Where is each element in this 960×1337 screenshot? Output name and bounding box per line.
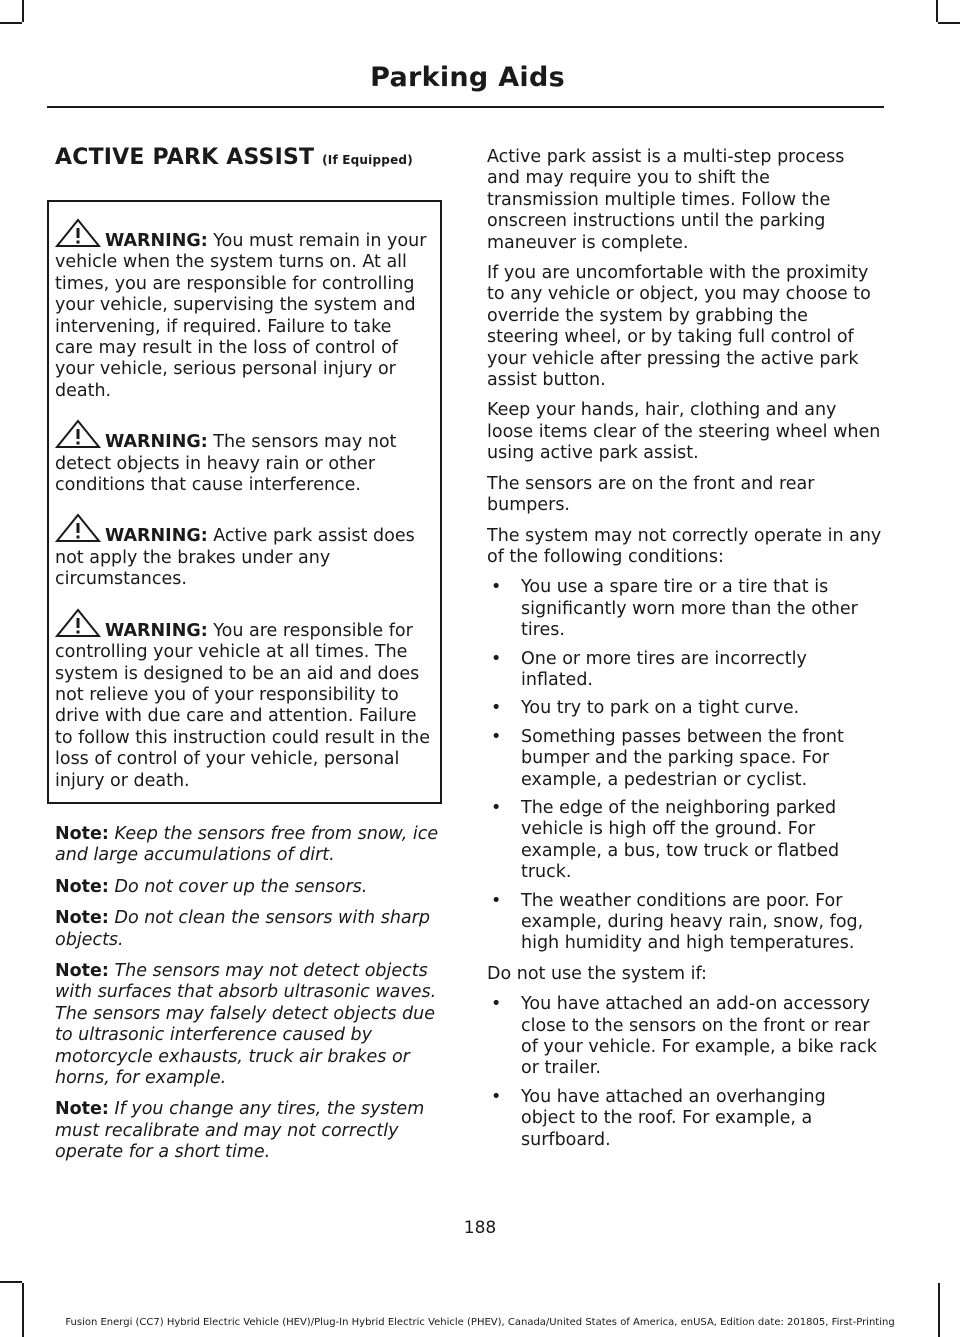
list-item-text: The edge of the neighboring parked vehicle is high off the ground. For example, a bus, tow truck or flatbed truck. bbox=[521, 797, 840, 883]
paragraph: The sensors are on the front and rear bumpers. bbox=[487, 473, 815, 516]
warning-triangle-icon bbox=[55, 608, 101, 638]
list-item bbox=[487, 577, 882, 641]
warning-triangle-icon bbox=[55, 218, 101, 248]
warning-label: WARNING: bbox=[105, 231, 208, 251]
warning-triangle-icon bbox=[55, 513, 101, 543]
note-text: The sensors may not detect objects with surfaces that absorb ultrasonic waves. The sensors may falsely detect objects due to ultrasonic interference caused by motorcycle exhausts, truck air brakes or horns, for example. bbox=[55, 960, 437, 1088]
section-title bbox=[55, 145, 448, 170]
list-item bbox=[487, 891, 882, 955]
warning-item bbox=[55, 608, 434, 792]
warning-text: Active park assist does not apply the brakes under any circumstances. bbox=[55, 526, 415, 590]
conditions-list bbox=[487, 577, 882, 955]
warning-text: You must remain in your vehicle when the system turns on. At all times, you are responsible for controlling your vehicle, supervising the system and intervening, if required. Failure to take care may result in the loss of control of your vehicle, serious personal injury or death. bbox=[55, 231, 427, 401]
bullet: • bbox=[491, 797, 502, 818]
list-item bbox=[487, 698, 882, 719]
spacer bbox=[55, 804, 448, 824]
note-item bbox=[55, 877, 448, 898]
note-text: If you change any tires, the system must recalibrate and may not correctly operate for a short time. bbox=[55, 1099, 425, 1163]
bullet: • bbox=[491, 726, 502, 747]
bullet: • bbox=[491, 890, 502, 911]
bullet: • bbox=[491, 648, 502, 669]
note-label: Note: bbox=[55, 1099, 109, 1120]
section-qualifier: (If Equipped) bbox=[322, 153, 413, 167]
paragraph: Active park assist is a multi-step process and may require you to shift the transmission multiple times. Follow the onscreen instructions until the parking maneuver is complete. bbox=[487, 147, 845, 253]
warning-label: WARNING: bbox=[105, 432, 208, 453]
note-item bbox=[55, 1099, 448, 1163]
bullet: • bbox=[491, 577, 502, 598]
bullet: • bbox=[491, 1086, 502, 1107]
crop-mark bbox=[938, 22, 960, 24]
list-item bbox=[487, 727, 882, 791]
right-column bbox=[487, 147, 882, 1160]
note-label: Note: bbox=[55, 823, 109, 844]
warning-item bbox=[55, 513, 434, 590]
paragraph: Keep your hands, hair, clothing and any loose items clear of the steering wheel when using active park assist. bbox=[487, 400, 881, 464]
crop-mark bbox=[0, 1281, 22, 1283]
page-number: 188 bbox=[463, 1218, 497, 1238]
list-item bbox=[487, 798, 882, 884]
header-rule bbox=[47, 106, 884, 108]
crop-mark bbox=[936, 0, 938, 22]
page-footer: Fusion Energi (CC7) Hybrid Electric Vehicle (HEV)/Plug-In Hybrid Electric Vehicle (PHEV), Canada/United States of America, enUSA, Edition date: 201805, First-Printing bbox=[65, 1317, 895, 1328]
list-item bbox=[487, 994, 882, 1080]
warning-triangle-icon bbox=[55, 419, 101, 449]
warning-item bbox=[55, 218, 434, 402]
list-item-text: You use a spare tire or a tire that is significantly worn more than the other tires. bbox=[521, 577, 858, 641]
warning-box bbox=[47, 200, 442, 804]
crop-mark bbox=[938, 1283, 940, 1337]
note-text: Do not cover up the sensors. bbox=[108, 876, 368, 897]
crop-mark bbox=[22, 0, 24, 22]
warning-label: WARNING: bbox=[105, 526, 208, 547]
note-item bbox=[55, 961, 448, 1089]
note-item bbox=[55, 824, 448, 867]
bullet: • bbox=[491, 698, 502, 719]
paragraph: The system may not correctly operate in any of the following conditions: bbox=[487, 525, 882, 567]
crop-mark bbox=[22, 1283, 24, 1337]
list-item-text: You try to park on a tight curve. bbox=[521, 698, 800, 719]
donot-list bbox=[487, 994, 882, 1151]
bullet: • bbox=[491, 994, 502, 1015]
note-text: Do not clean the sensors with sharp objects. bbox=[55, 908, 430, 950]
paragraph: Do not use the system if: bbox=[487, 963, 707, 984]
warning-text: The sensors may not detect objects in heavy rain or other conditions that cause interference. bbox=[55, 432, 397, 496]
crop-mark bbox=[0, 22, 22, 24]
note-label: Note: bbox=[55, 960, 109, 981]
section-title-text: ACTIVE PARK ASSIST bbox=[55, 145, 315, 170]
note-item bbox=[55, 908, 448, 951]
list-item-text: Something passes between the front bumper and the parking space. For example, a pedestrian or cyclist. bbox=[521, 726, 844, 790]
list-item-text: You have attached an overhanging object to the roof. For example, a surfboard. bbox=[521, 1086, 826, 1150]
list-item bbox=[487, 649, 882, 692]
note-label: Note: bbox=[55, 876, 109, 897]
page-header-title: Parking Aids bbox=[370, 62, 565, 93]
list-item-text: The weather conditions are poor. For example, during heavy rain, snow, fog, high humidity and high temperatures. bbox=[521, 890, 864, 954]
list-item-text: You have attached an add-on accessory close to the sensors on the front or rear of your vehicle. For example, a bike rack or trailer. bbox=[521, 994, 877, 1079]
left-column bbox=[55, 145, 448, 1174]
warning-text: You are responsible for controlling your vehicle at all times. The system is designed to be an aid and does not relieve you of your responsibility to drive with due care and attention. Failure to follow this instruction could result in the loss of control of your vehicle, personal injury or death. bbox=[55, 620, 430, 791]
warning-item bbox=[55, 419, 434, 496]
list-item bbox=[487, 1087, 882, 1151]
list-item-text: One or more tires are incorrectly inflated. bbox=[521, 648, 807, 690]
note-text: Keep the sensors free from snow, ice and large accumulations of dirt. bbox=[55, 823, 439, 866]
paragraph: If you are uncomfortable with the proximity to any vehicle or object, you may choose to override the system by grabbing the steering wheel, or by taking full control of your vehicle after pressing the active park assist button. bbox=[487, 263, 871, 391]
warning-label: WARNING: bbox=[105, 620, 208, 641]
note-label: Note: bbox=[55, 908, 109, 929]
